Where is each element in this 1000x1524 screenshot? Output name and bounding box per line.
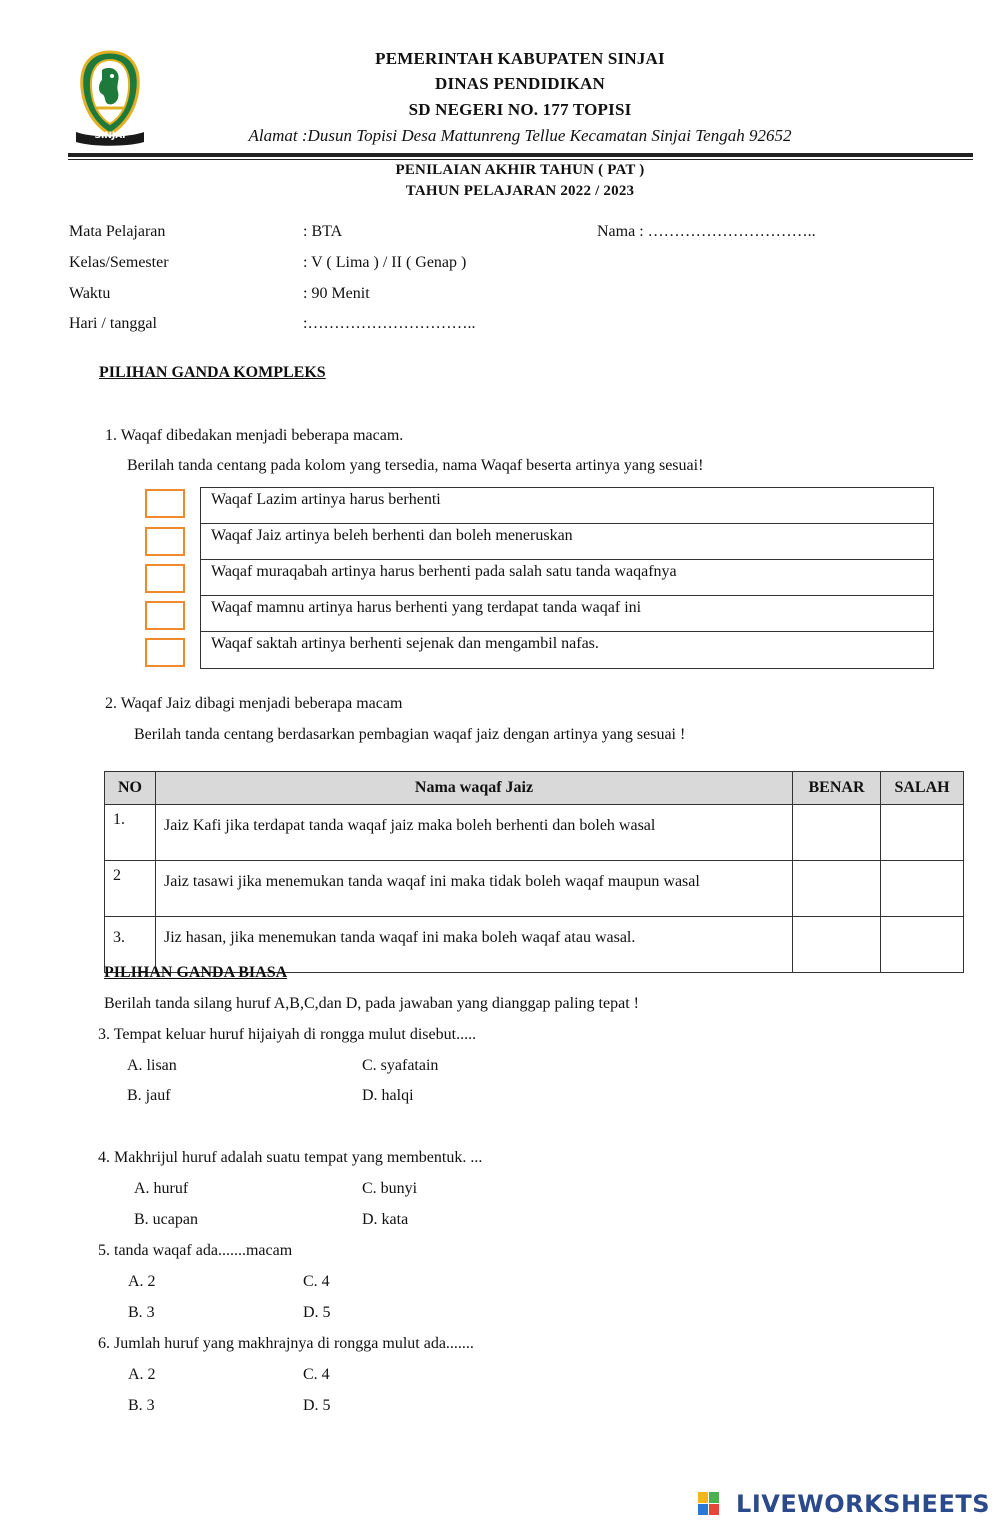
q1-checkbox-3[interactable] [145,564,185,593]
q6-option-d[interactable]: D. 5 [303,1397,331,1414]
q1-text: 1. Waqaf dibedakan menjadi beberapa macam. [105,427,404,444]
q4-option-a[interactable]: A. huruf [134,1180,189,1197]
time-value: : 90 Menit [303,285,370,302]
time-label: Waktu [69,285,111,302]
header-government: PEMERINTAH KABUPATEN SINJAI [375,49,665,68]
liveworksheets-watermark: LIVEWORKSHEETS [736,1490,990,1518]
q6-text: 6. Jumlah huruf yang makhrajnya di rongga mulut ada....... [98,1335,474,1352]
q5-option-a[interactable]: A. 2 [128,1273,156,1290]
q4-text: 4. Makhrijul huruf adalah suatu tempat yang membentuk. ... [98,1149,483,1166]
header-name: Nama waqaf Jaiz [156,772,793,805]
q2-table-header [105,772,964,805]
q2-instruction: Berilah tanda centang berdasarkan pembagian waqaf jaiz dengan artinya yang sesuai ! [134,726,686,743]
q5-option-b[interactable]: B. 3 [128,1304,155,1321]
salah-cell-2[interactable] [881,861,964,917]
q3-option-b[interactable]: B. jauf [127,1087,171,1104]
date-field[interactable]: :………………………….. [303,315,476,332]
q3-option-c[interactable]: C. syafatain [362,1057,439,1074]
q1-option-5: Waqaf saktah artinya berhenti sejenak dan mengambil nafas. [211,635,599,652]
q1-checkbox-1[interactable] [145,489,185,518]
salah-cell-1[interactable] [881,805,964,861]
q1-checkbox-4[interactable] [145,601,185,630]
header-rule-thin [68,159,973,160]
q6-option-a[interactable]: A. 2 [128,1366,156,1383]
header-address: Alamat :Dusun Topisi Desa Mattunreng Tellue Kecamatan Sinjai Tengah 92652 [248,126,792,145]
date-label: Hari / tanggal [69,315,157,332]
q1-option-2: Waqaf Jaiz artinya beleh berhenti dan boleh meneruskan [201,524,933,560]
q3-option-a[interactable]: A. lisan [127,1057,177,1074]
q6-option-c[interactable]: C. 4 [303,1366,330,1383]
subject-label: Mata Pelajaran [69,223,166,240]
q1-checkbox-2[interactable] [145,527,185,556]
q1-option-4: Waqaf mamnu artinya harus berhenti yang terdapat tanda waqaf ini [201,596,933,632]
q4-option-d[interactable]: D. kata [362,1211,409,1228]
q1-checkbox-5[interactable] [145,638,185,667]
q5-text: 5. tanda waqaf ada.......macam [98,1242,293,1259]
row-no: 1. [105,805,156,861]
row-no: 2 [105,861,156,917]
row-text: Jaiz tasawi jika menemukan tanda waqaf ini maka tidak boleh waqaf maupun wasal [156,861,793,917]
salah-cell-3[interactable] [881,917,964,973]
class-value: : V ( Lima ) / II ( Genap ) [303,254,467,271]
q1-options-table [200,487,934,669]
exam-year: TAHUN PELAJARAN 2022 / 2023 [405,183,635,199]
header-salah: SALAH [881,772,964,805]
row-text: Jaiz Kafi jika terdapat tanda waqaf jaiz maka boleh berhenti dan boleh wasal [156,805,793,861]
q4-option-b[interactable]: B. ucapan [134,1211,198,1228]
q1-option-3: Waqaf muraqabah artinya harus berhenti pada salah satu tanda waqafnya [201,560,933,596]
row-text: Jiz hasan, jika menemukan tanda waqaf ini maka boleh waqaf atau wasal. [156,917,793,973]
q1-option-1: Waqaf Lazim artinya harus berhenti [201,488,933,524]
section2-instruction: Berilah tanda silang huruf A,B,C,dan D, pada jawaban yang dianggap paling tepat ! [104,995,639,1012]
class-label: Kelas/Semester [69,254,169,271]
section-complex-title: PILIHAN GANDA KOMPLEKS [99,364,326,381]
q6-option-b[interactable]: B. 3 [128,1397,155,1414]
q2-text: 2. Waqaf Jaiz dibagi menjadi beberapa macam [105,695,403,712]
q3-option-d[interactable]: D. halqi [362,1087,414,1104]
benar-cell-3[interactable] [793,917,881,973]
q1-instruction: Berilah tanda centang pada kolom yang tersedia, nama Waqaf beserta artinya yang sesuai! [127,457,704,474]
q2-table [104,771,964,973]
q3-text: 3. Tempat keluar huruf hijaiyah di rongga mulut disebut..... [98,1026,477,1043]
q4-option-c[interactable]: C. bunyi [362,1180,418,1197]
header-department: DINAS PENDIDIKAN [435,74,605,93]
header-school: SD NEGERI NO. 177 TOPISI [408,100,632,119]
q5-option-c[interactable]: C. 4 [303,1273,330,1290]
row-no: 3. [105,917,156,973]
q5-option-d[interactable]: D. 5 [303,1304,331,1321]
benar-cell-1[interactable] [793,805,881,861]
header-rule-thick [68,153,973,157]
benar-cell-2[interactable] [793,861,881,917]
liveworksheets-logo-icon [698,1492,720,1516]
exam-title: PENILAIAN AKHIR TAHUN ( PAT ) [395,162,645,178]
header-no: NO [105,772,156,805]
section-regular-title: PILIHAN GANDA BIASA [104,964,288,981]
table-row [105,861,964,917]
table-row [105,805,964,861]
name-field[interactable]: Nama : ………………………….. [597,223,816,240]
header-benar: BENAR [793,772,881,805]
logo-text: SINJAI [94,131,126,141]
subject-value: : BTA [303,223,343,240]
